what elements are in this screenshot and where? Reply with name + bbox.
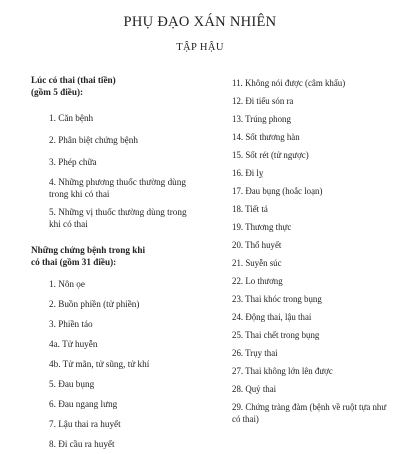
list-item: 28. Quỷ thai: [232, 384, 277, 394]
section-heading: Những chứng bệnh trong khi: [31, 245, 146, 255]
list-item: 17. Đau bụng (hoắc loạn): [232, 186, 323, 196]
right-column: [232, 74, 397, 425]
list-item: 5. Những vị thuốc thường dùng trong khi có thai: [49, 207, 187, 229]
list-item: 14. Sốt thương hàn: [232, 132, 300, 142]
list-item: 23. Thai khóc trong bụng: [232, 294, 322, 304]
list-item: 7. Lậu thai ra huyết: [49, 419, 121, 429]
list-item: 16. Đi lỵ: [232, 168, 264, 178]
section-heading: (gồm 5 điều):: [31, 87, 84, 97]
list-item: 4. Những phương thuốc thường dùng trong khi có thai: [49, 177, 186, 199]
list-item: 26. Trụy thai: [232, 348, 278, 358]
list-item: 1. Căn bệnh: [49, 113, 94, 123]
list-item: 21. Suyễn súc: [232, 258, 282, 268]
list-item: 22. Lo thương: [232, 276, 283, 286]
list-item: 2. Phân biệt chứng bệnh: [49, 135, 138, 145]
list-item: 13. Trúng phong: [232, 114, 291, 124]
page-subtitle: TẬP HẬU: [176, 42, 224, 53]
list-item: 8. Đi cầu ra huyết: [49, 439, 115, 449]
list-item: 29. Chứng tràng đàm (bệnh về ruột tựa như có thai): [232, 402, 387, 424]
left-column: [31, 74, 206, 454]
list-item: 25. Thai chết trong bụng: [232, 330, 320, 340]
list-item: 6. Đau ngang lưng: [49, 399, 118, 409]
section-heading: Lúc có thai (thai tiền): [31, 75, 116, 85]
page-title: PHỤ ĐẠO XÁN NHIÊN: [123, 14, 277, 30]
list-item: 15. Sốt rét (tử ngược): [232, 150, 309, 160]
list-item: 18. Tiết tả: [232, 204, 268, 214]
list-item: 4a. Tử huyễn: [49, 339, 98, 349]
list-item: 27. Thai không lớn lên được: [232, 366, 333, 376]
list-item: 20. Thổ huyết: [232, 240, 282, 250]
list-item: 19. Thương thực: [232, 222, 292, 232]
list-item: 2. Buồn phiền (tử phiền): [49, 299, 140, 309]
list-item: 5. Đau bụng: [49, 379, 95, 389]
list-item: 12. Đi tiểu són ra: [232, 96, 294, 106]
list-item: 24. Động thai, lậu thai: [232, 312, 312, 322]
list-item: 1. Nôn ọe: [49, 279, 85, 289]
list-item: 4b. Tử mãn, tử sũng, tử khí: [49, 359, 150, 369]
list-item: 3. Phép chữa: [49, 157, 97, 167]
section-heading: có thai (gồm 31 điều):: [31, 257, 117, 267]
list-item: 3. Phiền táo: [49, 319, 93, 329]
list-item: 11. Không nói được (câm khẩu): [232, 78, 346, 88]
